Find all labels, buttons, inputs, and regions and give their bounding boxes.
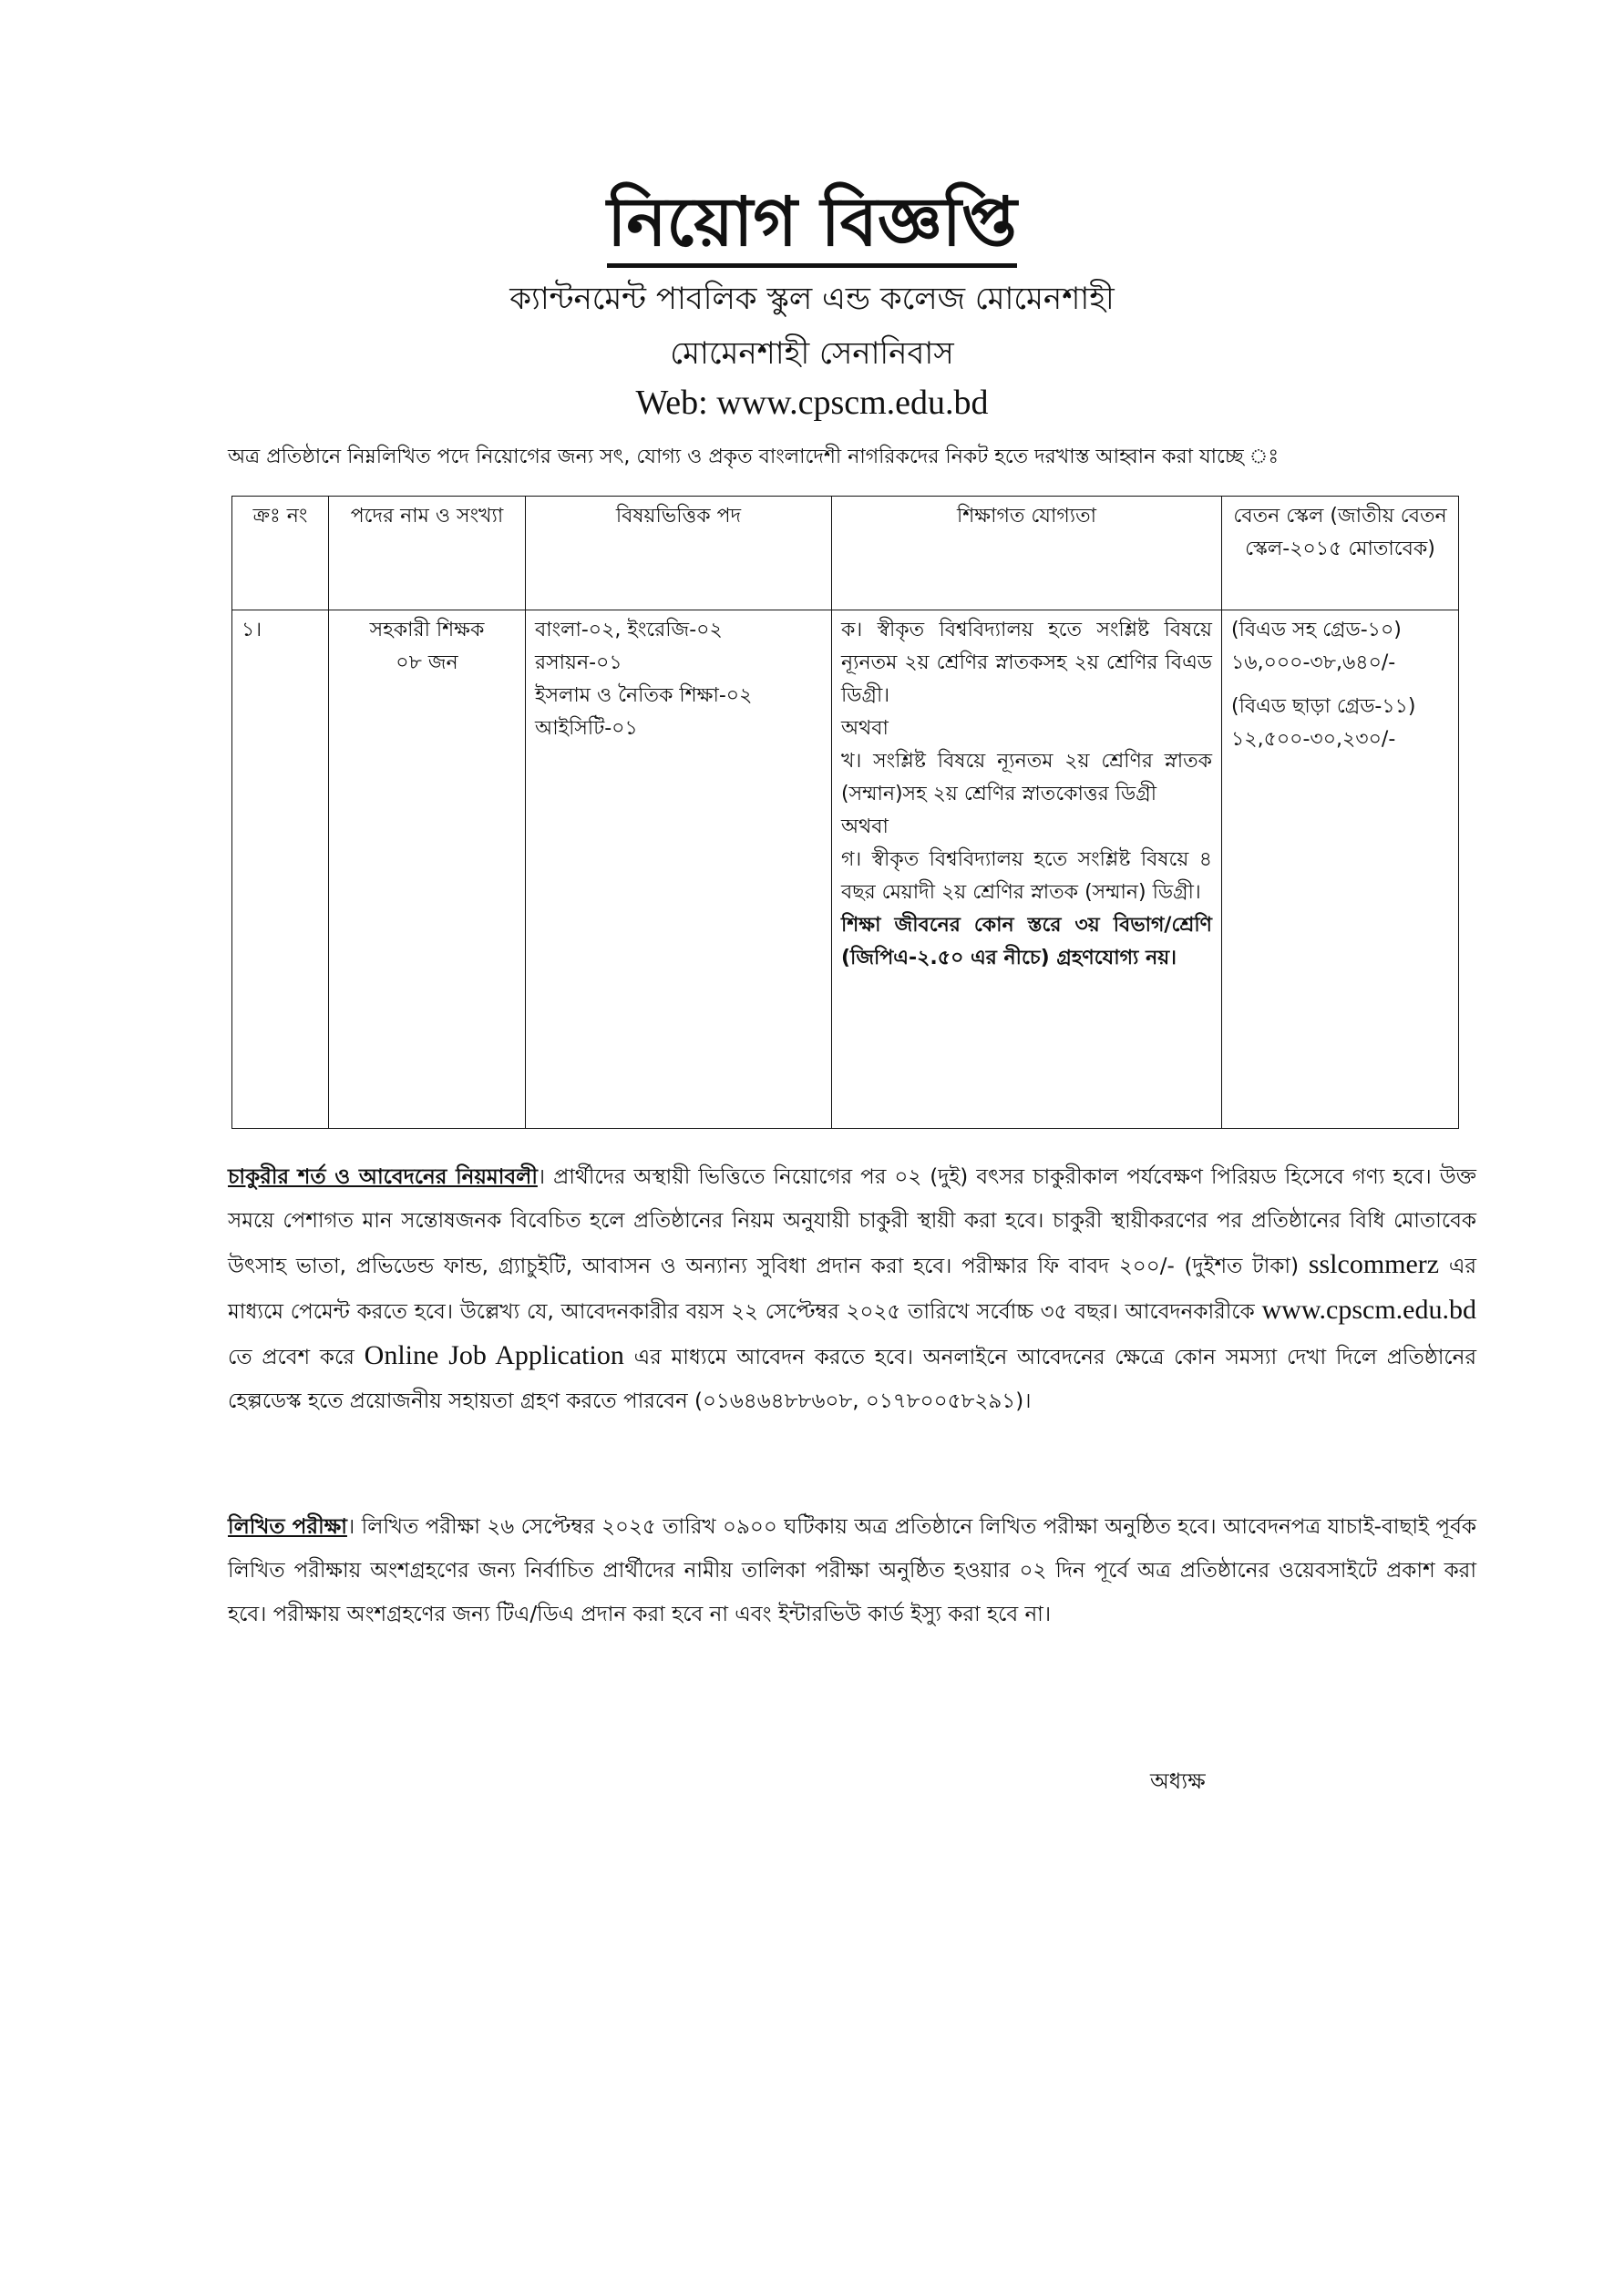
row-post <box>329 610 526 1129</box>
qualification-or: অথবা <box>841 717 889 740</box>
intro-text: অত্র প্রতিষ্ঠানে নিম্নলিখিত পদে নিয়োগের জন্য সৎ, যোগ্য ও প্রকৃত বাংলাদেশী নাগরিকদের নিকট হতে দরখাস্ত আহ্বান করা যাচ্ছে ঃ <box>228 446 1280 468</box>
website-link[interactable]: www.cpscm.edu.bd <box>1261 1295 1476 1325</box>
post-count: ০৮ জন <box>396 651 458 674</box>
conditions-heading: চাকুরীর শর্ত ও আবেদনের নিয়মাবলী <box>228 1165 538 1189</box>
conditions-text-1: । প্রার্থীদের অস্থায়ী ভিত্তিতে নিয়োগের পর ০২ (দুই) বৎসর চাকুরীকাল পর্যবেক্ষণ পিরিয়ড হিসেবে গণ্য হবে। উক্ত সময়ে পেশাগত মান সন্তোষজনক বিবেচিত হলে প্রতিষ্ঠানের নিয়ম অনুযায়ী চাকুরী স্থায়ী করা হবে। চাকুরী স্থায়ীকরণের পর প্রতিষ্ঠানের বিধি মোতাবেক উৎসাহ ভাতা, প্রভিডেন্ড ফান্ড, গ্র্যাচুইটি, আবাসন ও অন্যান্য সুবিধা প্রদান করা হবে। পরীক্ষার ফি বাবদ ২০০/- (দুইশত টাকা) <box>228 1165 1476 1278</box>
post-name: সহকারী শিক্ষক <box>369 619 485 641</box>
table-header-row <box>232 497 1459 610</box>
vacancy-table <box>231 496 1459 1129</box>
qualification-option-a: ক। স্বীকৃত বিশ্ববিদ্যালয় হতে সংশ্লিষ্ট বিষয়ে ন্যূনতম ২য় শ্রেণির স্নাতকসহ ২য় শ্রেণির বিএড ডিগ্রী। <box>841 619 1212 707</box>
header-subject: বিষয়ভিত্তিক পদ <box>526 497 832 610</box>
qualification-option-c: গ। স্বীকৃত বিশ্ববিদ্যালয় হতে সংশ্লিষ্ট বিষয়ে ৪ বছর মেয়াদী ২য় শ্রেণির স্নাতক (সম্মান) ডিগ্রী। <box>841 848 1212 904</box>
signature-principal: অধ্যক্ষ <box>1150 1768 1206 1794</box>
qualification-note: শিক্ষা জীবনের কোন স্তরে ৩য় বিভাগ/শ্রেণি (জিপিএ-২.৫০ এর নীচে) গ্রহণযোগ্য নয়। <box>841 914 1212 969</box>
subject-item: ইসলাম ও নৈতিক শিক্ষা-০২ <box>535 684 753 707</box>
subject-item: রসায়ন-০১ <box>535 651 622 674</box>
organization-name: ক্যান্টনমেন্ট পাবলিক স্কুল এন্ড কলেজ মোমেনশাহী <box>509 281 1115 317</box>
row-serial: ১। <box>232 610 329 1129</box>
subject-item: আইসিটি-০১ <box>535 717 638 740</box>
organization-location: মোমেনশাহী সেনানিবাস <box>670 335 954 372</box>
online-application-text: Online Job Application <box>364 1340 624 1370</box>
notice-title-text: নিয়োগ বিজ্ঞপ্তি <box>607 183 1017 268</box>
salary-with-bed: (বিএড সহ গ্রেড-১০) ১৬,০০০-৩৮,৬৪০/- <box>1231 619 1402 674</box>
conditions-paragraph <box>228 1155 1476 1423</box>
notice-title <box>0 179 1624 266</box>
header-post: পদের নাম ও সংখ্যা <box>329 497 526 610</box>
row-salary <box>1222 610 1459 1129</box>
conditions-text-4: এর মাধ্যমে আবেদন করতে হবে। অনলাইনে আবেদনের ক্ষেত্রে কোন সমস্যা দেখা দিলে প্রতিষ্ঠানের হেল্পডেস্ক হতে প্রয়োজনীয় সহায়তা গ্রহণ করতে পারবেন (০১৬৪৬৪৮৮৬০৮, ০১৭৮০০৫৮২৯১)। <box>228 1346 1476 1413</box>
table-row <box>232 610 1459 1129</box>
subject-item: বাংলা-০২, ইংরেজি-০২ <box>535 619 723 641</box>
header-qualification: শিক্ষাগত যোগ্যতা <box>832 497 1222 610</box>
written-exam-text: । লিখিত পরীক্ষা ২৬ সেপ্টেম্বর ২০২৫ তারিখ ০৯০০ ঘটিকায় অত্র প্রতিষ্ঠানে লিখিত পরীক্ষা অনুষ্ঠিত হবে। আবেদনপত্র যাচাই-বাছাই পূর্বক লিখিত পরীক্ষায় অংশগ্রহণের জন্য নির্বাচিত প্রার্থীদের নামীয় তালিকা পরীক্ষা অনুষ্ঠিত হওয়ার ০২ দিন পূর্বে অত্র প্রতিষ্ঠানের ওয়েবসাইটে প্রকাশ করা হবে। পরীক্ষায় অংশগ্রহণের জন্য টিএ/ডিএ প্রদান করা হবে না এবং ইন্টারভিউ কার্ড ইস্যু করা হবে না। <box>228 1515 1476 1626</box>
written-exam-heading: লিখিত পরীক্ষা <box>228 1515 347 1539</box>
conditions-text-2: এর মাধ্যমে পেমেন্ট করতে হবে। উল্লেখ্য যে, আবেদনকারীর বয়স ২২ সেপ্টেম্বর ২০২৫ তারিখে সর্বোচ্চ ৩৫ বছর। আবেদনকারীকে <box>228 1255 1476 1324</box>
row-subjects <box>526 610 832 1129</box>
website-line: Web: www.cpscm.edu.bd <box>635 384 989 422</box>
conditions-text-3: তে প্রবেশ করে <box>228 1346 365 1369</box>
written-exam-paragraph <box>228 1505 1476 1636</box>
qualification-or: অথবা <box>841 815 889 838</box>
sslcommerz-text: sslcommerz <box>1308 1249 1440 1279</box>
header-salary: বেতন স্কেল (জাতীয় বেতন স্কেল-২০১৫ মোতাবেক) <box>1222 497 1459 610</box>
row-qualification <box>832 610 1222 1129</box>
header-serial: ক্রঃ নং <box>232 497 329 610</box>
salary-without-bed: (বিএড ছাড়া গ্রেড-১১) ১২,৫০০-৩০,২৩০/- <box>1231 695 1416 751</box>
qualification-option-b: খ। সংশ্লিষ্ট বিষয়ে ন্যূনতম ২য় শ্রেণির স্নাতক (সম্মান)সহ ২য় শ্রেণির স্নাতকোত্তর ডিগ্রী <box>841 750 1212 805</box>
